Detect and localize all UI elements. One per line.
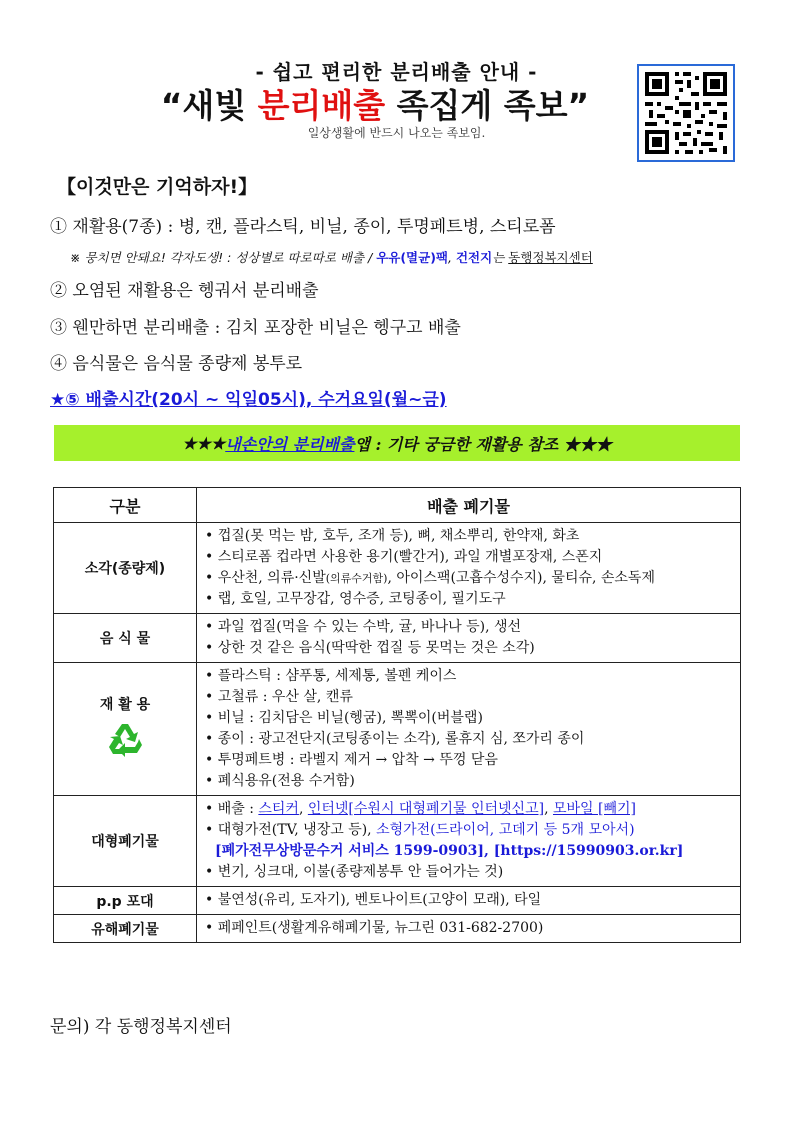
category-pp-bag: p.p 포대 — [54, 887, 197, 915]
table-header-row — [54, 488, 741, 523]
list-item: • 투명페트병 : 라벨지 제거 → 압착 → 뚜껑 닫음 — [205, 752, 498, 768]
row-content — [197, 915, 741, 943]
page-title — [140, 80, 610, 127]
banner-text: 앱 : 기타 궁금한 재활용 참조 ★★★ — [354, 434, 612, 454]
list-item: • 페페인트(생활계유해폐기물, 뉴그린 031-682-2700) — [205, 920, 544, 936]
category-hazardous: 유해폐기물 — [54, 915, 197, 943]
list-item: • 폐식용유(전용 수거함) — [205, 773, 355, 789]
list-item — [205, 568, 732, 589]
table-row — [54, 796, 741, 887]
list-item: • 비닐 : 김치담은 비닐(헹굼), 뽁뽁이(버블랩) — [205, 710, 483, 726]
subtitle: - 쉽고 편리한 분리배출 안내 - — [255, 60, 538, 84]
waste-table — [53, 487, 741, 943]
mobile-link[interactable]: 모바일 [빼기] — [552, 801, 636, 817]
header-items: 배출 폐기물 — [197, 488, 741, 523]
list-item: • 고철류 : 우산 살, 캔류 — [205, 689, 353, 705]
list-item-text: • 배출 : — [205, 801, 259, 817]
list-item: • 과일 껍질(먹을 수 있는 수박, 귤, 바나나 등), 생선 — [205, 619, 522, 635]
note-milk-pack: 우유(멸균)팩 — [376, 250, 448, 265]
list-item: • 스티로폼 컵라면 사용한 용기(빨간거), 과일 개별포장재, 스폰지 — [205, 549, 603, 565]
row-content — [197, 614, 741, 663]
rule-1-note — [70, 248, 593, 266]
category-food: 음 식 물 — [54, 614, 197, 663]
table-row — [54, 614, 741, 663]
table-row — [54, 523, 741, 614]
note-text: ※ 뭉치면 안돼요! 각자도생! : 성상별로 따로따로 배출 / — [70, 250, 377, 265]
list-item: • 변기, 싱크대, 이불(종량제봉투 안 들어가는 것) — [205, 864, 504, 880]
list-item-small: (의류수거함) — [325, 572, 388, 585]
category-label: 재 활 용 — [99, 697, 151, 713]
small-appliance-text: 소형가전(드라이어, 고데기 등 5개 모아서) — [376, 822, 635, 838]
internet-report-link[interactable]: 인터넷[수원시 대형폐기물 인터넷신고] — [307, 801, 545, 817]
note-particle: 는 — [492, 250, 509, 265]
app-banner — [54, 425, 740, 461]
title-highlight: 분리배출 — [257, 86, 386, 125]
list-item-text: • 우산천, 의류·신발 — [205, 570, 326, 586]
sep: , — [544, 801, 553, 817]
row-content — [197, 663, 741, 796]
category-bulky: 대형폐기물 — [54, 796, 197, 887]
rule-5: ★⑤ 배출시간(20시 ~ 익일05시), 수거요일(월~금) — [50, 390, 447, 410]
list-item: • 껍질(못 먹는 밤, 호두, 조개 등), 뼈, 채소뿌리, 한약재, 화초 — [205, 528, 580, 544]
list-item-text: • 대형가전(TV, 냉장고 등), — [205, 822, 377, 838]
category-recycle — [54, 663, 197, 796]
table-row — [54, 663, 741, 796]
list-item — [205, 799, 732, 820]
note-sep: , — [448, 250, 456, 265]
list-item: • 불연성(유리, 도자기), 벤토나이트(고양이 모래), 타일 — [205, 892, 542, 908]
row-content — [197, 887, 741, 915]
sep: , — [298, 801, 308, 817]
category-incinerate: 소각(종량제) — [54, 523, 197, 614]
note-battery: 건전지 — [455, 250, 493, 265]
header-category: 구분 — [54, 488, 197, 523]
title-note: 일상생활에 반드시 나오는 족보임. — [307, 126, 486, 140]
title-left: “새빛 — [160, 86, 258, 125]
row-content — [197, 523, 741, 614]
contact-line: 문의) 각 동행정복지센터 — [50, 1017, 232, 1037]
app-link[interactable]: 내손안의 분리배출 — [225, 434, 355, 454]
appliance-service-link[interactable]: [폐가전무상방문수거 서비스 1599-0903], [https://15990903.or.kr] — [215, 843, 684, 859]
title-right: 족집게 족보” — [385, 86, 590, 125]
rule-1: ① 재활용(7종) : 병, 캔, 플라스틱, 비닐, 종이, 투명페트병, 스티로폼 — [50, 217, 556, 237]
note-center: 동행정복지센터 — [508, 250, 593, 265]
list-item — [205, 820, 732, 841]
table-row — [54, 887, 741, 915]
list-item: • 플라스틱 : 샴푸통, 세제통, 볼펜 케이스 — [205, 668, 457, 684]
remember-heading: 【이것만은 기억하자!】 — [57, 176, 258, 198]
sticker-link[interactable]: 스티커 — [258, 801, 299, 817]
rule-2: ② 오염된 재활용은 헹궈서 분리배출 — [50, 281, 319, 301]
qr-code-icon[interactable] — [637, 64, 735, 162]
list-item: • 상한 것 같은 음식(딱딱한 껍질 등 못먹는 것은 소각) — [205, 640, 535, 656]
rule-4: ④ 음식물은 음식물 종량제 봉투로 — [50, 354, 303, 374]
table-row — [54, 915, 741, 943]
row-content — [197, 796, 741, 887]
list-item-text: , 아이스팩(고흡수성수지), 물티슈, 손소독제 — [387, 570, 655, 586]
list-item: • 종이 : 광고전단지(코팅종이는 소각), 롤휴지 심, 쪼가리 종이 — [205, 731, 585, 747]
banner-stars: ★★★ — [182, 433, 226, 453]
list-item: • 랩, 호일, 고무장갑, 영수증, 코팅종이, 필기도구 — [205, 591, 506, 607]
rule-3: ③ 웬만하면 분리배출 : 김치 포장한 비닐은 헹구고 배출 — [50, 318, 461, 338]
recycle-icon — [55, 720, 195, 764]
